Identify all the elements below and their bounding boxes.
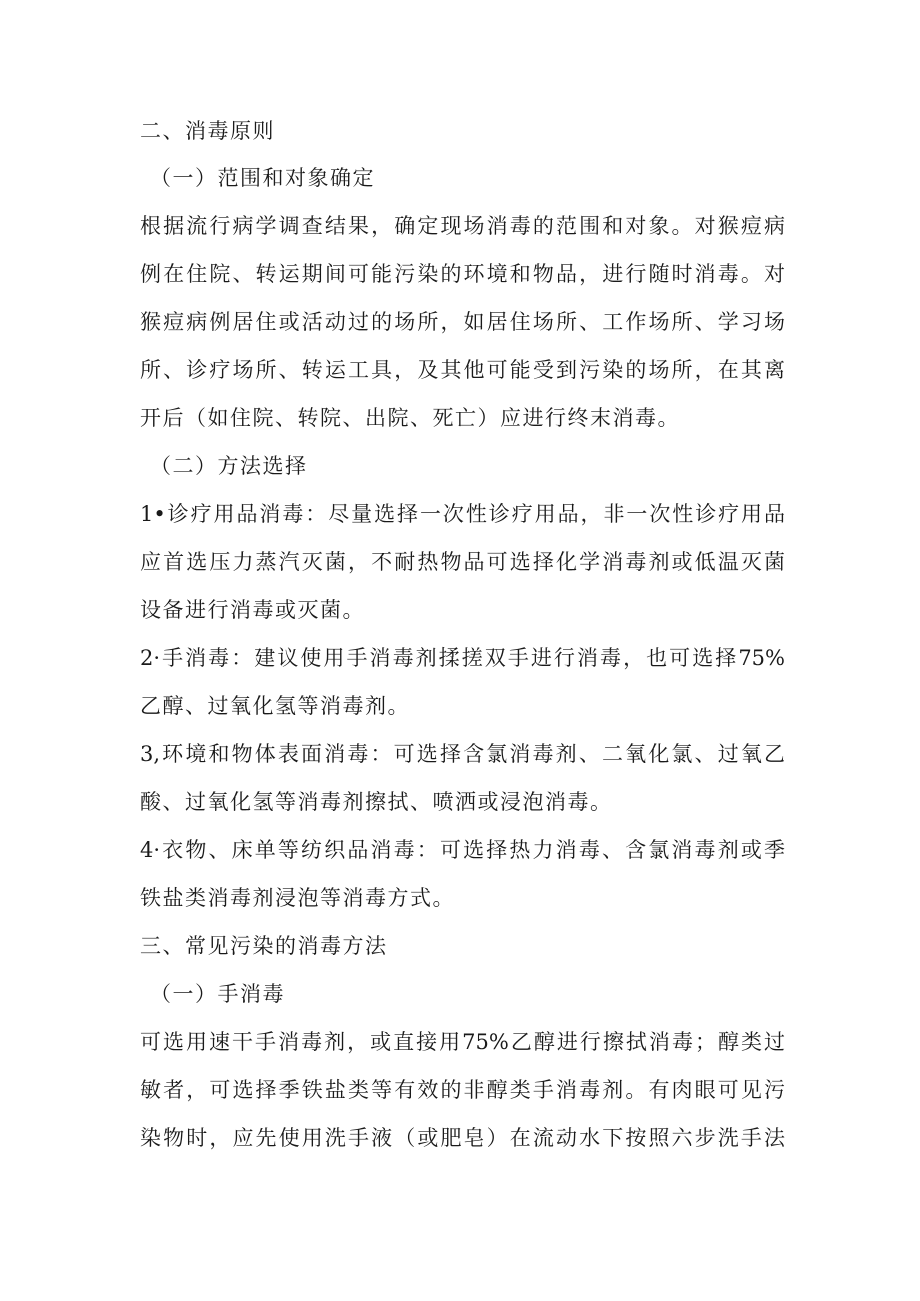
paragraph-line: 酸、过氧化氢等消毒剂擦拭、喷洒或浸泡消毒。 bbox=[140, 790, 613, 814]
subsection-heading-hand-disinfection: （一）手消毒 bbox=[150, 982, 285, 1006]
paragraph-line: 铁盐类消毒剂浸泡等消毒方式。 bbox=[140, 886, 455, 910]
paragraph-line: 设备进行消毒或灭菌。 bbox=[140, 598, 365, 622]
paragraph-line: 根据流行病学调查结果，确定现场消毒的范围和对象。对猴痘病 bbox=[140, 214, 785, 238]
paragraph-line: 敏者，可选择季铁盐类等有效的非醇类手消毒剂。有肉眼可见污 bbox=[140, 1078, 785, 1102]
subsection-heading-scope: （一）范围和对象确定 bbox=[150, 166, 375, 190]
paragraph-line: 2·手消毒：建议使用手消毒剂揉搓双手进行消毒，也可选择75% bbox=[140, 646, 785, 670]
paragraph-line: 可选用速干手消毒剂，或直接用75%乙醇进行擦拭消毒；醇类过 bbox=[140, 1030, 785, 1054]
paragraph-line: 应首选压力蒸汽灭菌，不耐热物品可选择化学消毒剂或低温灭菌 bbox=[140, 550, 785, 574]
section-heading-common-contamination: 三、常见污染的消毒方法 bbox=[140, 934, 388, 958]
paragraph-line: 例在住院、转运期间可能污染的环境和物品，进行随时消毒。对 bbox=[140, 262, 785, 286]
paragraph-line: 所、诊疗场所、转运工具，及其他可能受到污染的场所，在其离 bbox=[140, 358, 785, 382]
paragraph-line: 染物时，应先使用洗手液（或肥皂）在流动水下按照六步洗手法 bbox=[140, 1126, 785, 1150]
subsection-heading-method: （二）方法选择 bbox=[150, 454, 308, 478]
paragraph-line: 乙醇、过氧化氢等消毒剂。 bbox=[140, 694, 410, 718]
paragraph-line: 4·衣物、床单等纺织品消毒：可选择热力消毒、含氯消毒剂或季 bbox=[140, 838, 785, 862]
paragraph-line: 开后（如住院、转院、出院、死亡）应进行终末消毒。 bbox=[140, 406, 680, 430]
paragraph-line: 3,环境和物体表面消毒：可选择含氯消毒剂、二氧化氯、过氧乙 bbox=[140, 742, 785, 766]
paragraph-line: 猴痘病例居住或活动过的场所，如居住场所、工作场所、学习场 bbox=[140, 310, 785, 334]
paragraph-line: 1•诊疗用品消毒：尽量选择一次性诊疗用品，非一次性诊疗用品 bbox=[140, 502, 785, 526]
section-heading-disinfection-principles: 二、消毒原则 bbox=[140, 119, 275, 143]
